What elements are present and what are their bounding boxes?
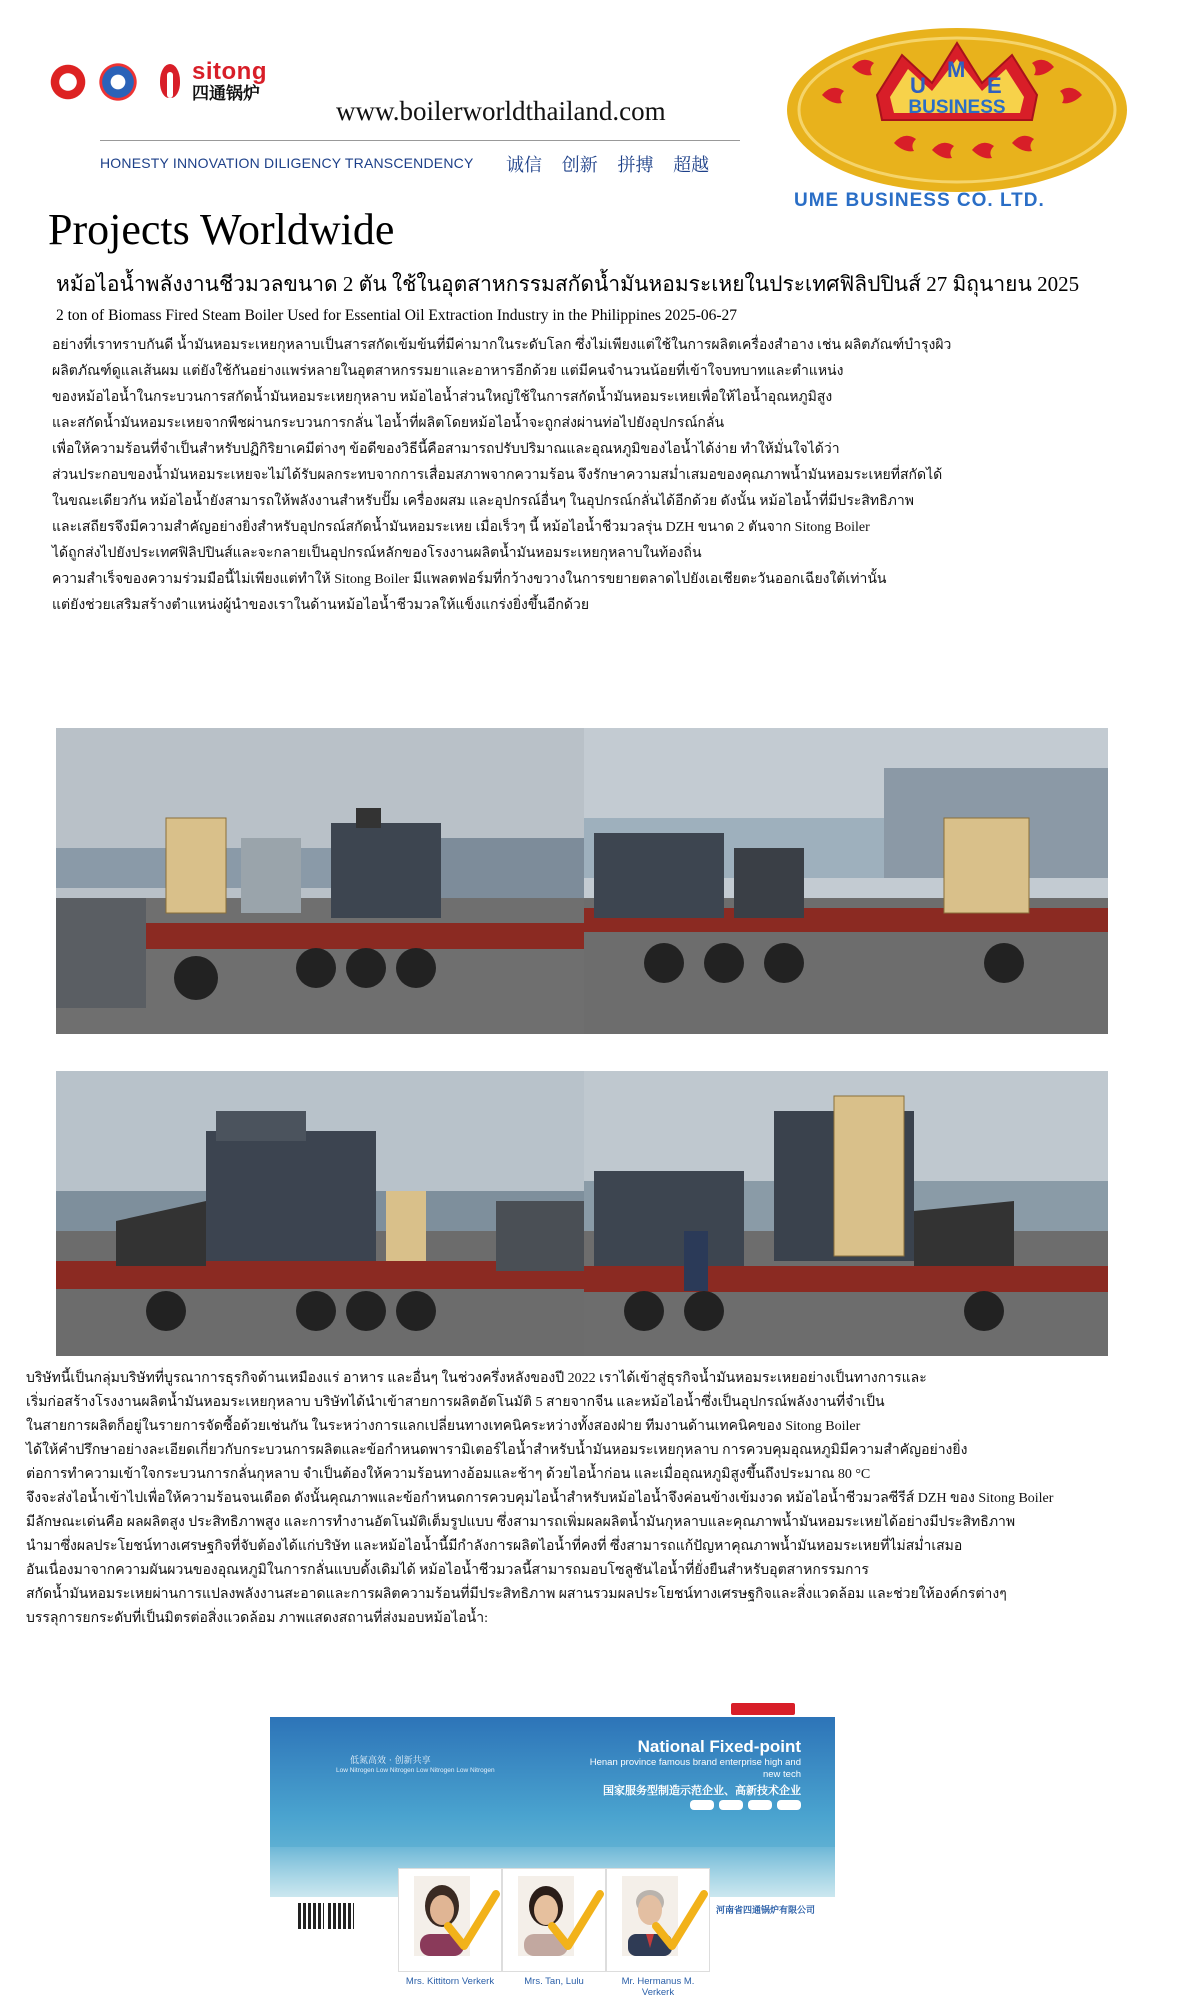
brand-seal-icon [98, 62, 138, 102]
delivery-photo-4 [584, 1071, 1108, 1356]
qr-code-icon [298, 1903, 324, 1929]
ume-letter-m: M [947, 57, 966, 82]
paragraph-line: ส่วนประกอบของน้ำมันหอมระเหยจะไม่ได้รับผลกระทบจากการเสื่อมสภาพจากความร้อน จึงรักษาความสม่ำเสมอของคุณภาพน้ำมันหอมระเหยที่สกัดได้ [52, 468, 943, 483]
paragraph-line: ต่อการทำความเข้าใจกระบวนการกลั่นกุหลาบ จำเป็นต้องให้ความร้อนทางอ้อมและช้าๆ ด้วยไอน้ำก่อน และเมื่ออุณหภูมิสูงขึ้นถึงประมาณ 80 °C [26, 1467, 871, 1482]
paragraph-line: สกัดน้ำมันหอมระเหยผ่านการแปลงพลังงานสะอาดและการผลิตความร้อนที่มีประสิทธิภาพ ผสานรวมผลประโยชน์ทางเศรษฐกิจและสิ่งแวดล้อม และช่วยให้องค์กรต่างๆ [26, 1587, 1007, 1602]
article-paragraph-1 [52, 333, 1152, 619]
paragraph-line: เริ่มก่อสร้างโรงงานผลิตน้ำมันหอมระเหยกุหลาบ บริษัทได้นำเข้าสายการผลิตอัตโนมัติ 5 สายจากจีน และหม้อไอน้ำซึ่งเป็นอุปกรณ์พลังงานที่จำเป็น [26, 1395, 885, 1410]
paragraph-line: ความสำเร็จของความร่วมมือนี้ไม่เพียงแต่ทำให้ Sitong Boiler มีแพลตฟอร์มที่กว้างขวางในการขยายตลาดไปยังเอเชียตะวันออกเฉียงใต้เท่านั้น [52, 572, 887, 587]
sitong-brand-en: sitong [192, 58, 267, 85]
header-divider [100, 140, 740, 141]
ume-business-logo [782, 25, 1132, 195]
delivery-photo-3 [56, 1071, 584, 1356]
article-title-thai: หม้อไอน้ำพลังงานชีวมวลขนาด 2 ตัน ใช้ในอุตสาหกรรมสกัดน้ำมันหอมระเหยในประเทศฟิลิปปินส์ 27 มิถุนายน 2025 [56, 272, 1080, 296]
paragraph-line: เพื่อให้ความร้อนที่จำเป็นสำหรับปฏิกิริยาเคมีต่างๆ ข้อดีของวิธีนี้คือสามารถปรับปริมาณและอุณหภูมิของไอน้ำได้ง่าย ทำให้มั่นใจได้ว่า [52, 442, 840, 457]
paragraph-line: นำมาซึ่งผลประโยชน์ทางเศรษฐกิจที่จับต้องได้แก่บริษัท และหม้อไอน้ำนี้มีกำลังการผลิตไอน้ำที่คงที่ ซึ่งสามารถแก้ปัญหาคุณภาพน้ำมันหอมระเหยที่ไม่สม่ำเสมอ [26, 1539, 963, 1554]
delivery-photo-2 [584, 728, 1108, 1034]
paragraph-line: และสกัดน้ำมันหอมระเหยจากพืชผ่านกระบวนการกลั่น ไอน้ำที่ผลิตโดยหม้อไอน้ำจะถูกส่งผ่านท่อไปยังอุปกรณ์กลั่น [52, 416, 725, 431]
ume-letter-u: U [910, 73, 926, 98]
paragraph-line: บริษัทนี้เป็นกลุ่มบริษัทที่บูรณาการธุรกิจด้านเหมืองแร่ อาหาร และอื่นๆ ในช่วงครึ่งหลังของปี 2022 เราได้เข้าสู่ธุรกิจน้ำมันหอมระเหยอย่างเป็นทางการและ [26, 1371, 927, 1386]
banner-slogan-en: Low Nitrogen Low Nitrogen Low Nitrogen Low Nitrogen [336, 1767, 495, 1774]
staff-name: Mrs. Kittitorn Verkerk [405, 1976, 495, 1987]
badge-icon [719, 1800, 743, 1810]
paragraph-line: ของหม้อไอน้ำในกระบวนการสกัดน้ำมันหอมระเหยกุหลาบ หม้อไอน้ำส่วนใหญ่ใช้ในการสกัดน้ำมันหอมระเหยเพื่อให้ไอน้ำอุณหภูมิสูง [52, 390, 833, 405]
banner-cn-line: 国家服务型制造示范企业、高新技术企业 [603, 1784, 801, 1797]
checkmark-icon [442, 1888, 502, 1958]
ume-business-word: BUSINESS [908, 97, 1006, 118]
banner-headline: National Fixed-point [637, 1737, 801, 1756]
website-url[interactable]: www.boilerworldthailand.com [336, 96, 666, 126]
checkmark-icon [546, 1888, 606, 1958]
certification-seal-icon [48, 62, 88, 102]
paragraph-line: อย่างที่เราทราบกันดี น้ำมันหอมระเหยกุหลาบเป็นสารสกัดเข้มข้นที่มีค่ามากในระดับโลก ซึ่งไม่เพียงแต่ใช้ในการผลิตเครื่องสำอาง เช่น ผลิตภัณฑ์บำรุงผิว [52, 338, 952, 353]
ume-company-name: UME BUSINESS CO. LTD. [794, 190, 1045, 211]
staff-card [502, 1868, 606, 1996]
paragraph-line: บรรลุการยกระดับที่เป็นมิตรต่อสิ่งแวดล้อม ภาพแสดงสถานที่ส่งมอบหม้อไอน้ำ: [26, 1611, 488, 1626]
partner-logos [48, 60, 267, 103]
banner-subline: Henan province famous brand enterprise high and new tech [589, 1757, 801, 1780]
qr-code-icon [328, 1903, 354, 1929]
article-subtitle-english: 2 ton of Biomass Fired Steam Boiler Used for Essential Oil Extraction Industry in the Philippines 2025-06-27 [56, 307, 738, 324]
staff-name: Mr. Hermanus M. Verkerk [621, 1976, 695, 1998]
page-title: Projects Worldwide [48, 205, 395, 254]
paragraph-line: อันเนื่องมาจากความผันผวนของอุณหภูมิในการกลั่นแบบดั้งเดิมได้ หม้อไอน้ำชีวมวลนี้สามารถมอบโซลูชันไอน้ำที่ยั่งยืนสำหรับอุตสาหกรรมการ [26, 1563, 869, 1578]
sitong-brand-cn: 四通锅炉 [192, 84, 260, 104]
paragraph-line: ในขณะเดียวกัน หม้อไอน้ำยังสามารถให้พลังงานสำหรับปั๊ม เครื่องผสม และอุปกรณ์อื่นๆ ในอุปกรณ์กลั่นได้อีกด้วย ดังนั้น หม้อไอน้ำที่มีประสิทธิภาพ [52, 494, 914, 509]
paragraph-line: ในสายการผลิตก็อยู่ในรายการจัดซื้อด้วยเช่นกัน ในระหว่างการแลกเปลี่ยนทางเทคนิคระหว่างทั้งสองฝ่าย ทีมงานด้านเทคนิคของ Sitong Boiler [26, 1419, 861, 1434]
sitong-logo [154, 60, 267, 103]
motto-english: HONESTY INNOVATION DILIGENCY TRANSCENDENCY [100, 155, 474, 171]
banner-badges [690, 1800, 801, 1810]
staff-card [398, 1868, 502, 1996]
paragraph-line: ได้ให้คำปรึกษาอย่างละเอียดเกี่ยวกับกระบวนการผลิตและข้อกำหนดพารามิเตอร์ไอน้ำสำหรับน้ำมันหอมระเหยกุหลาบ การควบคุมอุณหภูมิมีความสำคัญอย่างยิ่ง [26, 1443, 968, 1458]
badge-icon [690, 1800, 714, 1810]
badge-icon [748, 1800, 772, 1810]
paragraph-line: จึงจะส่งไอน้ำเข้าไปเพื่อให้ความร้อนจนเดือด ดังนั้นคุณภาพและข้อกำหนดการควบคุมไอน้ำสำหรับหม้อไอน้ำจึงค่อนข้างเข้มงวด หม้อไอน้ำชีวมวลซีรีส์ DZH ของ Sitong Boiler [26, 1491, 1054, 1506]
paragraph-line: ผลิตภัณฑ์ดูแลเส้นผม แต่ยังใช้กันอย่างแพร่หลายในอุตสาหกรรมยาและอาหารอีกด้วย แต่มีคนจำนวนน้อยที่เข้าใจบทบาทและตำแหน่ง [52, 364, 844, 379]
ume-letter-e: E [987, 73, 1002, 98]
paragraph-line: มีลักษณะเด่นคือ ผลผลิตสูง ประสิทธิภาพสูง และการทำงานอัตโนมัติเต็มรูปแบบ ซึ่งสามารถเพิ่มผลผลิตน้ำมันกุหลาบและคุณภาพน้ำมันหอมระเหยได้อย่างมีประสิทธิภาพ [26, 1515, 1016, 1530]
banner-sitong-logo [731, 1703, 795, 1715]
delivery-photo-1 [56, 728, 584, 1034]
paragraph-line: แต่ยังช่วยเสริมสร้างตำแหน่งผู้นำของเราในด้านหม้อไอน้ำชีวมวลให้แข็งแกร่งยิ่งขึ้นอีกด้วย [52, 598, 590, 613]
motto-chinese: 诚信 创新 拼搏 超越 [506, 155, 710, 176]
paragraph-line: และเสถียรจึงมีความสำคัญอย่างยิ่งสำหรับอุปกรณ์สกัดน้ำมันหอมระเหย เมื่อเร็วๆ นี้ หม้อไอน้ำชีวมวลรุ่น DZH ขนาด 2 ตันจาก Sitong Boiler [52, 520, 870, 535]
paragraph-line: ได้ถูกส่งไปยังประเทศฟิลิปปินส์และจะกลายเป็นอุปกรณ์หลักของโรงงานผลิตน้ำมันหอมระเหยกุหลาบในท้องถิ่น [52, 546, 702, 561]
article-paragraph-2 [26, 1367, 1176, 1631]
sitong-flame-icon [154, 62, 186, 102]
banner-slogan-cn: 低氮高效 · 创新共享 [350, 1756, 431, 1766]
checkmark-icon [650, 1888, 710, 1958]
staff-name: Mrs. Tan, Lulu [524, 1976, 584, 1987]
staff-card [606, 1868, 710, 1996]
badge-icon [777, 1800, 801, 1810]
banner-footer-company: 河南省四通锅炉有限公司 [715, 1906, 815, 1916]
